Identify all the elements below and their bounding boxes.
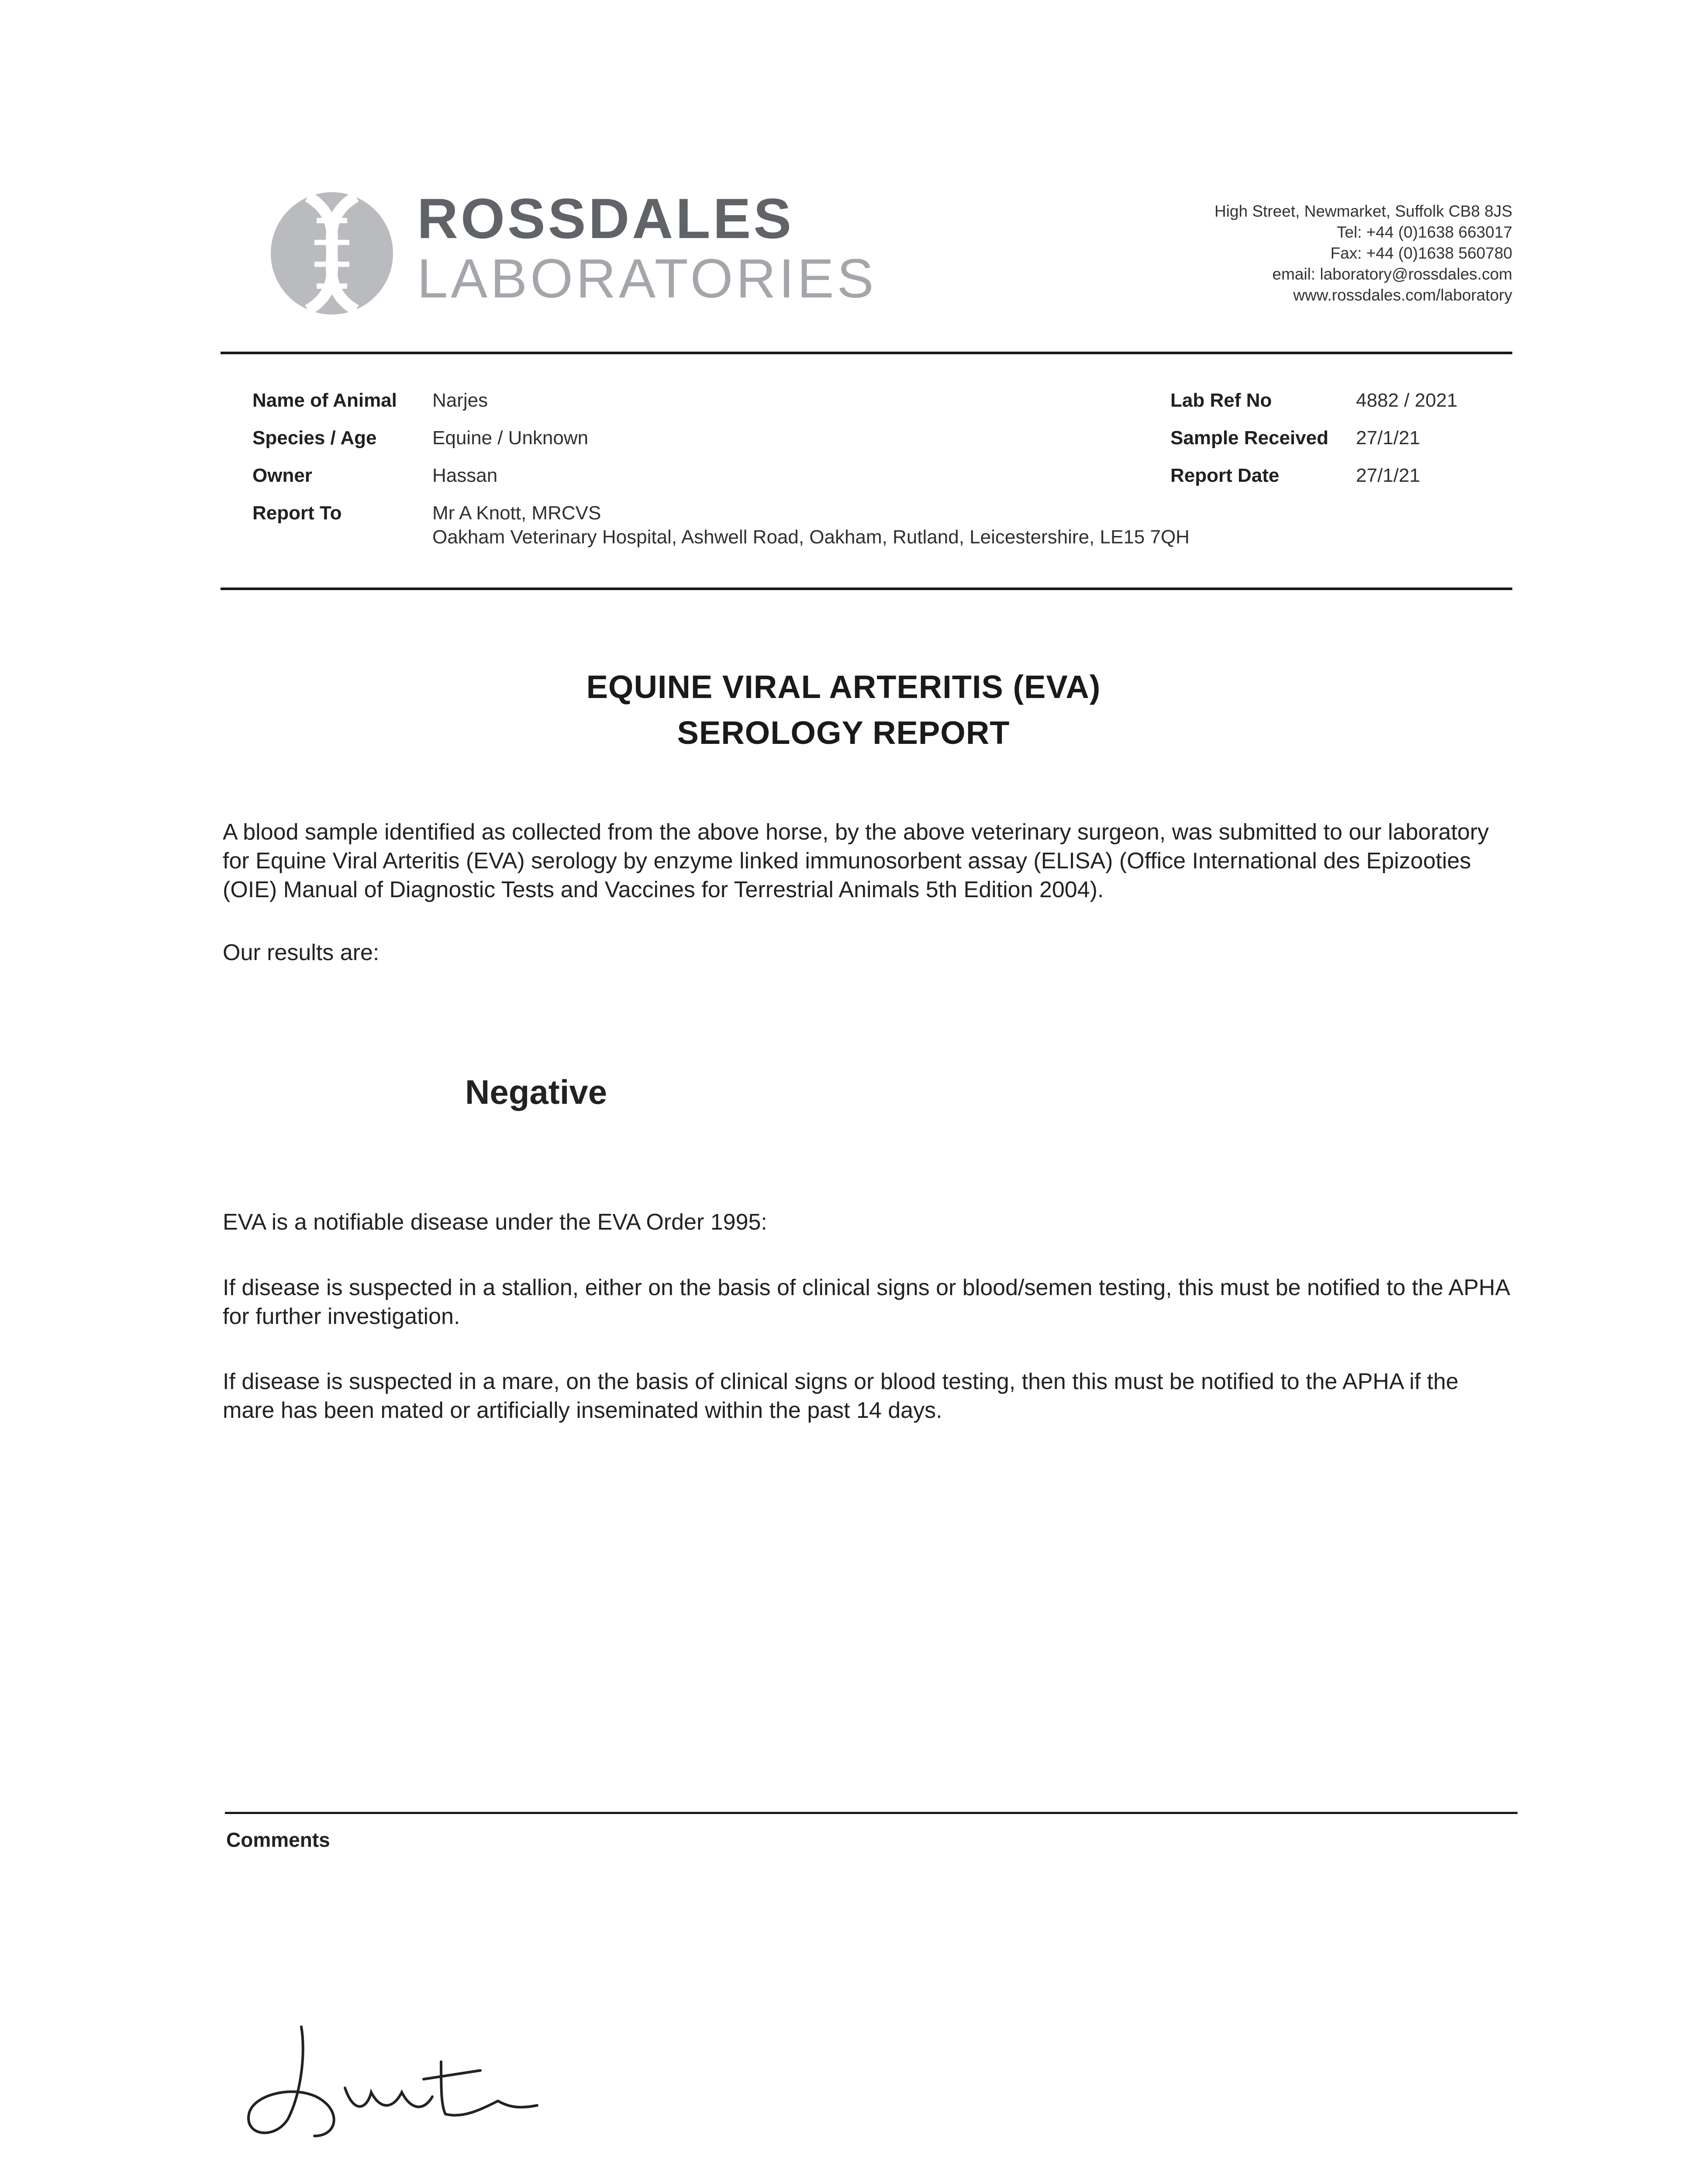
name-of-animal-label: Name of Animal bbox=[252, 390, 397, 411]
result-value: Negative bbox=[465, 1073, 607, 1111]
report-subtitle: SEROLOGY REPORT bbox=[677, 715, 1010, 751]
lab-ref-label: Lab Ref No bbox=[1170, 390, 1272, 411]
species-age-label: Species / Age bbox=[252, 427, 377, 449]
results-intro: Our results are: bbox=[223, 940, 379, 965]
comments-divider bbox=[225, 1812, 1518, 1814]
report-date-value: 27/1/21 bbox=[1356, 465, 1420, 486]
report-title: EQUINE VIRAL ARTERITIS (EVA) bbox=[586, 669, 1101, 705]
owner-value: Hassan bbox=[432, 465, 498, 486]
rossdales-logo-icon bbox=[266, 188, 397, 319]
report-to-label: Report To bbox=[252, 502, 342, 524]
notifiable-paragraph: EVA is a notifiable disease under the EVA Order 1995: bbox=[223, 1209, 767, 1235]
comments-label: Comments bbox=[226, 1828, 330, 1851]
contact-fax: Fax: +44 (0)1638 560780 bbox=[1330, 244, 1512, 262]
report-date-label: Report Date bbox=[1170, 465, 1280, 486]
sample-received-label: Sample Received bbox=[1170, 427, 1328, 449]
contact-email[interactable]: email: laboratory@rossdales.com bbox=[1272, 265, 1512, 283]
lab-ref-value: 4882 / 2021 bbox=[1356, 390, 1458, 411]
brand-name: ROSSDALES bbox=[417, 187, 794, 250]
species-age-value: Equine / Unknown bbox=[432, 427, 589, 449]
stallion-paragraph: If disease is suspected in a stallion, either on the basis of clinical signs or blood/semen testing, this must be notified to the APHA for further investigation. bbox=[223, 1275, 1509, 1329]
name-of-animal-value: Narjes bbox=[432, 390, 488, 411]
report-to-address: Oakham Veterinary Hospital, Ashwell Road, Oakham, Rutland, Leicestershire, LE15 7QH bbox=[432, 526, 1190, 548]
details-divider bbox=[221, 587, 1512, 590]
contact-website[interactable]: www.rossdales.com/laboratory bbox=[1293, 286, 1512, 304]
owner-label: Owner bbox=[252, 465, 312, 486]
contact-block bbox=[988, 201, 1512, 306]
brand-subtitle: LABORATORIES bbox=[417, 248, 877, 309]
header-divider bbox=[221, 352, 1512, 354]
contact-address: High Street, Newmarket, Suffolk CB8 8JS bbox=[1214, 202, 1512, 220]
report-to-name: Mr A Knott, MRCVS bbox=[432, 502, 601, 524]
contact-tel: Tel: +44 (0)1638 663017 bbox=[1336, 223, 1512, 241]
signature-icon bbox=[236, 2018, 550, 2149]
sample-received-value: 27/1/21 bbox=[1356, 427, 1420, 449]
intro-paragraph: A blood sample identified as collected from the above horse, by the above veterinary surgeon, was submitted to our laboratory for Equine Viral Arteritis (EVA) serology by enzyme linked immunosorbent assay (ELISA) (Office International des Epizooties (OIE) Manual of Diagnostic Tests and Vaccines for Terrestrial Animals 5th Edition 2004). bbox=[223, 819, 1489, 902]
mare-paragraph: If disease is suspected in a mare, on the basis of clinical signs or blood testing, then this must be notified to the APHA if the mare has been mated or artificially inseminated within the past 14 days. bbox=[223, 1369, 1459, 1423]
